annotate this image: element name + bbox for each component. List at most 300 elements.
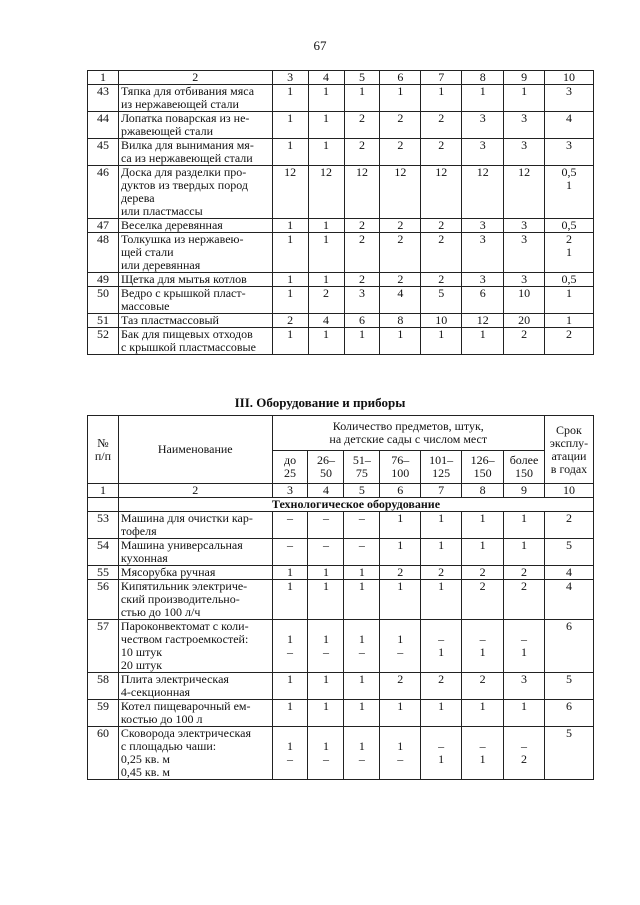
cell-value: – bbox=[438, 632, 445, 646]
item-name-line: Вилка для вынимания мя- bbox=[120, 138, 254, 152]
cell-value: 4 bbox=[566, 111, 573, 125]
table-row bbox=[88, 512, 594, 539]
quantity-cell bbox=[462, 287, 504, 314]
cell-value: 5 bbox=[438, 286, 445, 300]
quantity-cell bbox=[462, 328, 504, 355]
column-number: 5 bbox=[344, 71, 380, 85]
item-name-line: стью до 100 л/ч bbox=[120, 605, 201, 619]
quantity-cell bbox=[421, 287, 462, 314]
column-number: 8 bbox=[462, 71, 504, 85]
cell-value: 3 bbox=[521, 111, 528, 125]
item-name bbox=[118, 539, 272, 566]
cell-value: 5 bbox=[565, 726, 572, 740]
table-row bbox=[88, 328, 594, 355]
cell-value: 1 bbox=[566, 286, 573, 300]
cell-value: 1 bbox=[397, 538, 404, 552]
quantity-cell bbox=[272, 219, 308, 233]
table-row bbox=[88, 219, 594, 233]
row-number: 43 bbox=[88, 85, 119, 112]
row-number: 46 bbox=[88, 166, 119, 219]
cell-value: – bbox=[479, 739, 486, 753]
cell-value: 1 bbox=[287, 218, 294, 232]
quantity-cell bbox=[380, 700, 421, 727]
row-number: 58 bbox=[88, 673, 119, 700]
cell-value: 2 bbox=[397, 565, 404, 579]
cell-value: 1 bbox=[323, 111, 330, 125]
quantity-cell bbox=[504, 673, 545, 700]
quantity-cell bbox=[462, 139, 504, 166]
row-number: 45 bbox=[88, 139, 119, 166]
cell-value: 1 bbox=[479, 699, 486, 713]
cell-value bbox=[311, 246, 342, 259]
cell-value: 1 bbox=[566, 245, 573, 259]
cell-value: 12 bbox=[320, 165, 333, 179]
quantity-cell bbox=[308, 727, 344, 780]
cell-value: 3 bbox=[358, 286, 365, 300]
item-name bbox=[118, 273, 272, 287]
quantity-cell bbox=[272, 539, 308, 566]
cell-value: 1 bbox=[438, 752, 445, 766]
quantity-cell bbox=[544, 580, 593, 620]
quantity-cell bbox=[344, 512, 380, 539]
cell-value: 1 bbox=[397, 699, 404, 713]
cell-value: 1 bbox=[479, 84, 486, 98]
quantity-cell bbox=[272, 273, 308, 287]
quantity-cell bbox=[544, 620, 593, 673]
cell-value bbox=[547, 633, 591, 646]
cell-value: 2 bbox=[287, 313, 294, 327]
cell-value: 1 bbox=[287, 111, 294, 125]
cell-value: 1 bbox=[358, 84, 365, 98]
utensils-table bbox=[87, 70, 594, 355]
quantity-cell bbox=[344, 727, 380, 780]
quantity-cell bbox=[504, 727, 545, 780]
quantity-cell bbox=[272, 673, 308, 700]
col-header-name: Наименование bbox=[118, 416, 272, 484]
column-number: 9 bbox=[504, 484, 545, 498]
quantity-cell bbox=[504, 166, 545, 219]
quantity-cell bbox=[272, 700, 308, 727]
item-name-line: костью до 100 л bbox=[120, 712, 203, 726]
quantity-cell bbox=[344, 673, 380, 700]
quantity-cell bbox=[462, 620, 504, 673]
cell-value: 2 bbox=[520, 752, 527, 766]
cell-value bbox=[275, 179, 306, 192]
quantity-cell bbox=[545, 112, 594, 139]
cell-value: 1 bbox=[287, 84, 294, 98]
table2-column-numbers-row bbox=[88, 484, 594, 498]
item-name-line: ский производительно- bbox=[120, 592, 240, 606]
cell-value: 4 bbox=[565, 565, 572, 579]
cell-value bbox=[347, 246, 378, 259]
quantity-cell bbox=[380, 539, 421, 566]
quantity-cell bbox=[272, 620, 308, 673]
cell-value bbox=[311, 179, 342, 192]
quantity-cell bbox=[272, 166, 308, 219]
quantity-cell bbox=[421, 85, 462, 112]
cell-value: 2 bbox=[438, 218, 445, 232]
cell-value bbox=[382, 179, 418, 192]
quantity-cell bbox=[380, 85, 421, 112]
quantity-cell bbox=[308, 85, 344, 112]
column-number: 3 bbox=[272, 71, 308, 85]
quantity-cell bbox=[544, 539, 593, 566]
quantity-cell bbox=[380, 112, 421, 139]
quantity-cell bbox=[421, 620, 462, 673]
group-title-row bbox=[88, 498, 594, 512]
cell-value: – bbox=[358, 645, 365, 659]
quantity-cell bbox=[504, 85, 545, 112]
cell-value: – bbox=[520, 739, 527, 753]
quantity-cell bbox=[462, 273, 504, 287]
cell-value: 1 bbox=[323, 272, 330, 286]
cell-value: 12 bbox=[476, 313, 489, 327]
cell-value: 3 bbox=[521, 138, 528, 152]
cell-value: – bbox=[520, 632, 527, 646]
quantity-cell bbox=[272, 85, 308, 112]
item-name-line: ржавеющей стали bbox=[120, 124, 213, 138]
quantity-cell bbox=[308, 620, 344, 673]
quantity-cell bbox=[544, 673, 593, 700]
cell-value: 2 bbox=[358, 138, 365, 152]
item-name-line: Ведро с крышкой пласт- bbox=[120, 286, 246, 300]
cell-value: – bbox=[358, 752, 365, 766]
cell-value: 1 bbox=[397, 511, 404, 525]
cell-value: 3 bbox=[521, 218, 528, 232]
quantity-cell bbox=[308, 287, 344, 314]
row-number: 52 bbox=[88, 328, 119, 355]
cell-value: 6 bbox=[358, 313, 365, 327]
quantity-cell bbox=[545, 219, 594, 233]
quantity-cell bbox=[421, 166, 462, 219]
table-row bbox=[88, 233, 594, 273]
quantity-cell bbox=[544, 512, 593, 539]
quantity-cell bbox=[421, 700, 462, 727]
column-number: 6 bbox=[380, 484, 421, 498]
quantity-cell bbox=[504, 539, 545, 566]
cell-value bbox=[464, 179, 501, 192]
quantity-cell bbox=[272, 328, 308, 355]
cell-value: 4 bbox=[323, 313, 330, 327]
item-name bbox=[118, 314, 272, 328]
item-name-line: Сковорода электрическая bbox=[120, 726, 252, 740]
quantity-cell bbox=[344, 580, 380, 620]
quantity-cell bbox=[272, 112, 308, 139]
table-row bbox=[88, 139, 594, 166]
table-row bbox=[88, 85, 594, 112]
cell-value: 3 bbox=[521, 272, 528, 286]
item-name bbox=[118, 328, 272, 355]
item-name-line: 4-секционная bbox=[120, 685, 191, 699]
item-name bbox=[118, 287, 272, 314]
col-header-number: № п/п bbox=[88, 416, 119, 484]
cell-value: 4 bbox=[397, 286, 404, 300]
cell-value: 2 bbox=[438, 232, 445, 246]
quantity-cell bbox=[344, 539, 380, 566]
cell-value bbox=[347, 179, 378, 192]
quantity-cell bbox=[504, 273, 545, 287]
quantity-cell bbox=[380, 314, 421, 328]
item-name bbox=[118, 580, 272, 620]
quantity-cell bbox=[504, 233, 545, 273]
table-row bbox=[88, 314, 594, 328]
row-number: 56 bbox=[88, 580, 119, 620]
quantity-cell bbox=[380, 673, 421, 700]
cell-value: 5 bbox=[565, 672, 572, 686]
quantity-cell bbox=[421, 727, 462, 780]
cell-value: 3 bbox=[566, 138, 573, 152]
cell-value: 1 bbox=[358, 327, 365, 341]
quantity-cell bbox=[272, 139, 308, 166]
cell-value: 1 bbox=[323, 218, 330, 232]
cell-value: 1 bbox=[287, 699, 294, 713]
quantity-cell bbox=[344, 700, 380, 727]
item-name-line: 10 штук bbox=[120, 645, 163, 659]
cell-value: 2 bbox=[565, 511, 572, 525]
quantity-cell bbox=[462, 539, 504, 566]
item-name bbox=[118, 566, 272, 580]
cell-value: – bbox=[397, 752, 404, 766]
cell-value: 1 bbox=[287, 232, 294, 246]
cell-value: 1 bbox=[438, 511, 445, 525]
column-number: 1 bbox=[88, 484, 119, 498]
cell-value: 1 bbox=[322, 699, 329, 713]
quantity-cell bbox=[545, 273, 594, 287]
quantity-cell bbox=[308, 314, 344, 328]
quantity-cell bbox=[380, 328, 421, 355]
item-name-line: Доска для разделки про- bbox=[120, 165, 247, 179]
quantity-cell bbox=[344, 112, 380, 139]
item-name-line: Машина универсальная bbox=[120, 538, 243, 552]
quantity-cell bbox=[421, 539, 462, 566]
quantity-cell bbox=[504, 580, 545, 620]
cell-value: 4 bbox=[565, 579, 572, 593]
cell-value bbox=[506, 246, 542, 259]
item-name bbox=[118, 219, 272, 233]
quantity-cell bbox=[308, 512, 344, 539]
quantity-cell bbox=[462, 112, 504, 139]
cell-value: 1 bbox=[397, 327, 404, 341]
table-row bbox=[88, 273, 594, 287]
cell-value bbox=[423, 246, 459, 259]
quantity-cell bbox=[308, 566, 344, 580]
quantity-cell bbox=[421, 233, 462, 273]
quantity-cell bbox=[308, 219, 344, 233]
quantity-cell bbox=[545, 233, 594, 273]
cell-value: 1 bbox=[358, 579, 365, 593]
item-name-line: 0,45 кв. м bbox=[120, 765, 171, 779]
column-number: 10 bbox=[545, 71, 594, 85]
item-name-line: Толкушка из нержавею- bbox=[120, 232, 244, 246]
quantity-cell bbox=[380, 219, 421, 233]
cell-value: 1 bbox=[479, 752, 486, 766]
cell-value: 1 bbox=[438, 538, 445, 552]
cell-value: 2 bbox=[479, 672, 486, 686]
cell-value: 1 bbox=[438, 579, 445, 593]
cell-value: 2 bbox=[358, 218, 365, 232]
item-name bbox=[118, 727, 272, 780]
quantity-cell bbox=[462, 233, 504, 273]
item-name-line: Плита электрическая bbox=[120, 672, 229, 686]
cell-value: 3 bbox=[479, 218, 486, 232]
item-name-line: Тяпка для отбивания мяса bbox=[120, 84, 255, 98]
item-name-line: массовые bbox=[120, 299, 170, 313]
column-number: 4 bbox=[308, 71, 344, 85]
cell-value: – bbox=[322, 511, 329, 525]
table-row bbox=[88, 112, 594, 139]
cell-value: 1 bbox=[358, 672, 365, 686]
table-row bbox=[88, 727, 594, 780]
cell-value: 1 bbox=[479, 538, 486, 552]
quantity-cell bbox=[272, 580, 308, 620]
cell-value: 0,5 bbox=[561, 218, 577, 232]
item-name-line: тофеля bbox=[120, 524, 157, 538]
quantity-cell bbox=[272, 727, 308, 780]
item-name bbox=[118, 112, 272, 139]
quantity-cell bbox=[545, 287, 594, 314]
quantity-cell bbox=[308, 539, 344, 566]
item-name-line: Таз пластмассовый bbox=[120, 313, 219, 327]
cell-value: 2 bbox=[479, 579, 486, 593]
quantity-cell bbox=[462, 566, 504, 580]
item-name-line: 20 штук bbox=[120, 658, 163, 672]
quantity-cell bbox=[462, 314, 504, 328]
quantity-cell bbox=[380, 287, 421, 314]
table1-column-numbers-row bbox=[88, 71, 594, 85]
cell-value: 6 bbox=[565, 699, 572, 713]
column-number: 2 bbox=[118, 484, 272, 498]
cell-value: 5 bbox=[565, 538, 572, 552]
cell-value: 1 bbox=[358, 632, 365, 646]
quantity-cell bbox=[462, 512, 504, 539]
item-name bbox=[118, 233, 272, 273]
table-row bbox=[88, 166, 594, 219]
row-number: 51 bbox=[88, 314, 119, 328]
cell-value: – bbox=[479, 632, 486, 646]
table-row bbox=[88, 620, 594, 673]
cell-value: 2 bbox=[438, 672, 445, 686]
quantity-cell bbox=[308, 328, 344, 355]
quantity-cell bbox=[272, 314, 308, 328]
table-row bbox=[88, 287, 594, 314]
quantity-cell bbox=[504, 620, 545, 673]
cell-value: 1 bbox=[397, 579, 404, 593]
cell-value: 1 bbox=[323, 327, 330, 341]
item-name-line: Щетка для мытья котлов bbox=[120, 272, 247, 286]
quantity-cell bbox=[344, 566, 380, 580]
item-name bbox=[118, 620, 272, 673]
quantity-cell bbox=[504, 112, 545, 139]
quantity-cell bbox=[504, 328, 545, 355]
cell-value: 8 bbox=[397, 313, 404, 327]
row-number: 50 bbox=[88, 287, 119, 314]
cell-value: 1 bbox=[438, 645, 445, 659]
cell-value: 20 bbox=[518, 313, 531, 327]
cell-value: 12 bbox=[476, 165, 489, 179]
cell-value: 2 bbox=[438, 111, 445, 125]
cell-value: 3 bbox=[479, 111, 486, 125]
range-header: 101– 125 bbox=[421, 451, 462, 484]
quantity-cell bbox=[421, 314, 462, 328]
range-header: 51– 75 bbox=[344, 451, 380, 484]
quantity-cell bbox=[544, 727, 593, 780]
cell-value: 1 bbox=[520, 645, 527, 659]
range-header: до 25 bbox=[272, 451, 308, 484]
cell-value bbox=[423, 179, 459, 192]
column-number: 3 bbox=[272, 484, 308, 498]
cell-value: 12 bbox=[435, 165, 448, 179]
range-header: 76– 100 bbox=[380, 451, 421, 484]
cell-value: 2 bbox=[438, 565, 445, 579]
column-number: 10 bbox=[544, 484, 593, 498]
cell-value: 1 bbox=[479, 645, 486, 659]
quantity-cell bbox=[308, 673, 344, 700]
item-name-line: кухонная bbox=[120, 551, 168, 565]
cell-value: 2 bbox=[438, 138, 445, 152]
cell-value bbox=[275, 246, 306, 259]
cell-value: 1 bbox=[479, 327, 486, 341]
item-name-line: дерева bbox=[120, 191, 155, 205]
cell-value: 6 bbox=[479, 286, 486, 300]
cell-value: 3 bbox=[479, 272, 486, 286]
quantity-cell bbox=[421, 673, 462, 700]
cell-value: 1 bbox=[322, 672, 329, 686]
cell-value: 1 bbox=[322, 632, 329, 646]
cell-value: 3 bbox=[566, 84, 573, 98]
quantity-cell bbox=[462, 727, 504, 780]
col-header-term: Срок эксплу- атации в годах bbox=[544, 416, 593, 484]
quantity-cell bbox=[421, 580, 462, 620]
cell-value: 1 bbox=[520, 511, 527, 525]
quantity-cell bbox=[380, 512, 421, 539]
cell-value: 3 bbox=[479, 232, 486, 246]
row-number: 57 bbox=[88, 620, 119, 673]
cell-value: – bbox=[322, 752, 329, 766]
item-name bbox=[118, 166, 272, 219]
column-number: 7 bbox=[421, 71, 462, 85]
column-number: 6 bbox=[380, 71, 421, 85]
cell-value: 1 bbox=[520, 538, 527, 552]
cell-value: 6 bbox=[565, 619, 572, 633]
quantity-cell bbox=[308, 580, 344, 620]
column-number: 9 bbox=[504, 71, 545, 85]
row-number: 53 bbox=[88, 512, 119, 539]
quantity-cell bbox=[344, 314, 380, 328]
cell-value: 0,5 bbox=[561, 272, 577, 286]
quantity-cell bbox=[504, 700, 545, 727]
range-header: 26– 50 bbox=[308, 451, 344, 484]
cell-value bbox=[506, 179, 542, 192]
column-number: 4 bbox=[308, 484, 344, 498]
quantity-cell bbox=[462, 219, 504, 233]
item-name-line: са из нержавеющей стали bbox=[120, 151, 253, 165]
cell-value: 1 bbox=[322, 565, 329, 579]
cell-value: 2 bbox=[358, 111, 365, 125]
cell-value: 10 bbox=[435, 313, 448, 327]
quantity-cell bbox=[272, 566, 308, 580]
quantity-cell bbox=[421, 566, 462, 580]
quantity-cell bbox=[504, 219, 545, 233]
row-number: 48 bbox=[88, 233, 119, 273]
cell-value: – bbox=[322, 538, 329, 552]
cell-value: 1 bbox=[520, 699, 527, 713]
quantity-cell bbox=[380, 139, 421, 166]
cell-value: – bbox=[358, 511, 365, 525]
item-name-line: из нержавеющей стали bbox=[120, 97, 239, 111]
cell-value: – bbox=[397, 645, 404, 659]
cell-value: 1 bbox=[287, 327, 294, 341]
cell-value: 0,5 bbox=[561, 165, 577, 179]
